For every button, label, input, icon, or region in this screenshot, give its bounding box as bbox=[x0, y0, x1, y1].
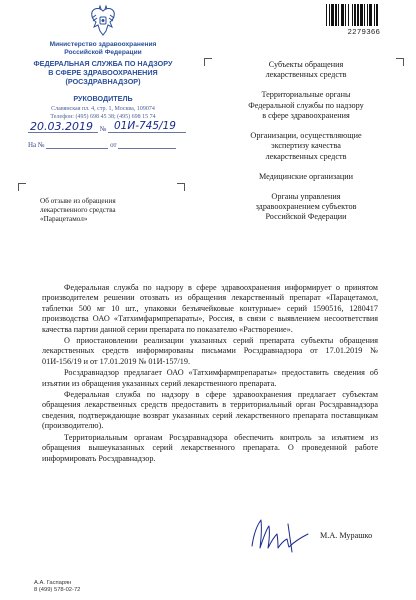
addressee-line: Федеральной службы по надзору bbox=[248, 100, 364, 110]
subject-line: лекарственного средства bbox=[40, 206, 116, 214]
body-paragraph: Федеральная служба по надзору в сфере здравоохранения предлагает субъектам обращения лекарственных средств предоставить в территориальный орган Росздравнадзора сведения, подтверждающие возврат указанных серий лекарственного препарата поставщикам (производителю). bbox=[42, 390, 378, 431]
letter-body bbox=[42, 283, 378, 464]
addressee-line: лекарственных средств bbox=[265, 70, 347, 80]
addressee-group bbox=[206, 60, 406, 81]
reference-prefix: На № bbox=[28, 141, 45, 149]
reference-from-label: от bbox=[110, 141, 117, 149]
body-paragraph: Росздравнадзор предлагает ОАО «Татхимфармпрепараты» предоставить сведения об изъятии из обращения указанных серий лекарственного препарата. bbox=[42, 368, 378, 388]
addressee-line: экспертизу качества bbox=[271, 141, 341, 151]
addressee-group bbox=[206, 131, 406, 162]
addressee-line: здравоохранением субъектов bbox=[255, 202, 357, 212]
reference-date-field bbox=[118, 139, 176, 149]
reference-line bbox=[28, 139, 188, 149]
addressee-line: Территориальные органы bbox=[261, 90, 351, 100]
executor-info bbox=[34, 580, 80, 594]
executor-name: А.А. Гаспарян bbox=[34, 580, 72, 586]
coat-of-arms-emblem-icon bbox=[88, 5, 118, 39]
handwritten-number: 01И-745/19 bbox=[114, 120, 176, 132]
addressee-group bbox=[206, 172, 406, 182]
service-name bbox=[20, 59, 186, 86]
addressee-list bbox=[206, 60, 406, 232]
addressee-line: Российской Федерации bbox=[265, 212, 347, 222]
reference-number-field bbox=[46, 139, 108, 149]
letter-subject bbox=[40, 197, 170, 224]
subject-line: Об отзыве из обращения bbox=[40, 197, 116, 205]
address-line: Славянская пл. 4, стр. 1, Москва, 109074 bbox=[51, 106, 155, 112]
number-prefix: № bbox=[99, 125, 107, 133]
executor-phone: 8 (499) 578-02-72 bbox=[34, 587, 81, 593]
handwritten-signature bbox=[248, 512, 318, 558]
subject-bracket-top-left bbox=[18, 183, 26, 191]
addressee-line: Организации, осуществляющие bbox=[250, 131, 362, 141]
head-title: РУКОВОДИТЕЛЬ bbox=[73, 94, 133, 103]
service-line: ФЕДЕРАЛЬНАЯ СЛУЖБА ПО НАДЗОРУ bbox=[33, 59, 173, 68]
ministry-line: Российской Федерации bbox=[64, 49, 142, 56]
addressee-group bbox=[206, 90, 406, 121]
subject-line: «Парацетамол» bbox=[40, 215, 88, 223]
addressee-line: Медицинские организации bbox=[258, 171, 354, 181]
service-line: (РОСЗДРАВНАДЗОР) bbox=[65, 77, 141, 86]
signer-name: М.А. Мурашко bbox=[320, 531, 373, 540]
handwritten-date: 20.03.2019 bbox=[30, 120, 93, 133]
addressee-group bbox=[206, 192, 406, 223]
addressee-line: Органы управления bbox=[271, 191, 341, 201]
subject-bracket-top-right bbox=[177, 183, 185, 191]
handwritten-registration bbox=[24, 115, 194, 135]
body-paragraph: Федеральная служба по надзору в сфере здравоохранения информирует о принятом производителем решении отозвать из обращения лекарственный препарат «Парацетамол, таблетки 500 мг 10 шт., упаковки безъячейковые контурные» серий 1590516, 1280417 производства ОАО «Татхимфармпрепараты», Россия, в связи с выявлением несоответствия качества партии данной серии препарата по показателю «Растворение». bbox=[42, 283, 378, 334]
addressee-line: лекарственных средств bbox=[265, 151, 347, 161]
service-line: В СФЕРЕ ЗДРАВООХРАНЕНИЯ bbox=[48, 68, 158, 77]
ministry-line: Министерство здравоохранения bbox=[49, 41, 157, 48]
address-line: Телефон: (495) 698 45 38; (495) 698 15 74 bbox=[50, 113, 156, 120]
addressee-line: в сфере здравоохранения bbox=[262, 111, 350, 121]
addressee-line: Субъекты обращения bbox=[268, 60, 344, 69]
barcode-number: 2279366 bbox=[347, 27, 381, 36]
body-paragraph: Территориальным органам Росздравнадзора обеспечить контроль за изъятием из обращения вышеуказанных серий лекарственного препарата. О проведенной работе информировать Росздравнадзор. bbox=[42, 432, 378, 463]
body-paragraph: О приостановлении реализации указанных серий препарата субъекты обращения лекарственных средств информированы письмами Росздравнадзора от 17.01.2019 № 01И-156/19 и от 17.01.2019 № 01И-157/19. bbox=[42, 336, 378, 366]
barcode bbox=[326, 4, 396, 26]
ministry-name bbox=[20, 41, 186, 57]
